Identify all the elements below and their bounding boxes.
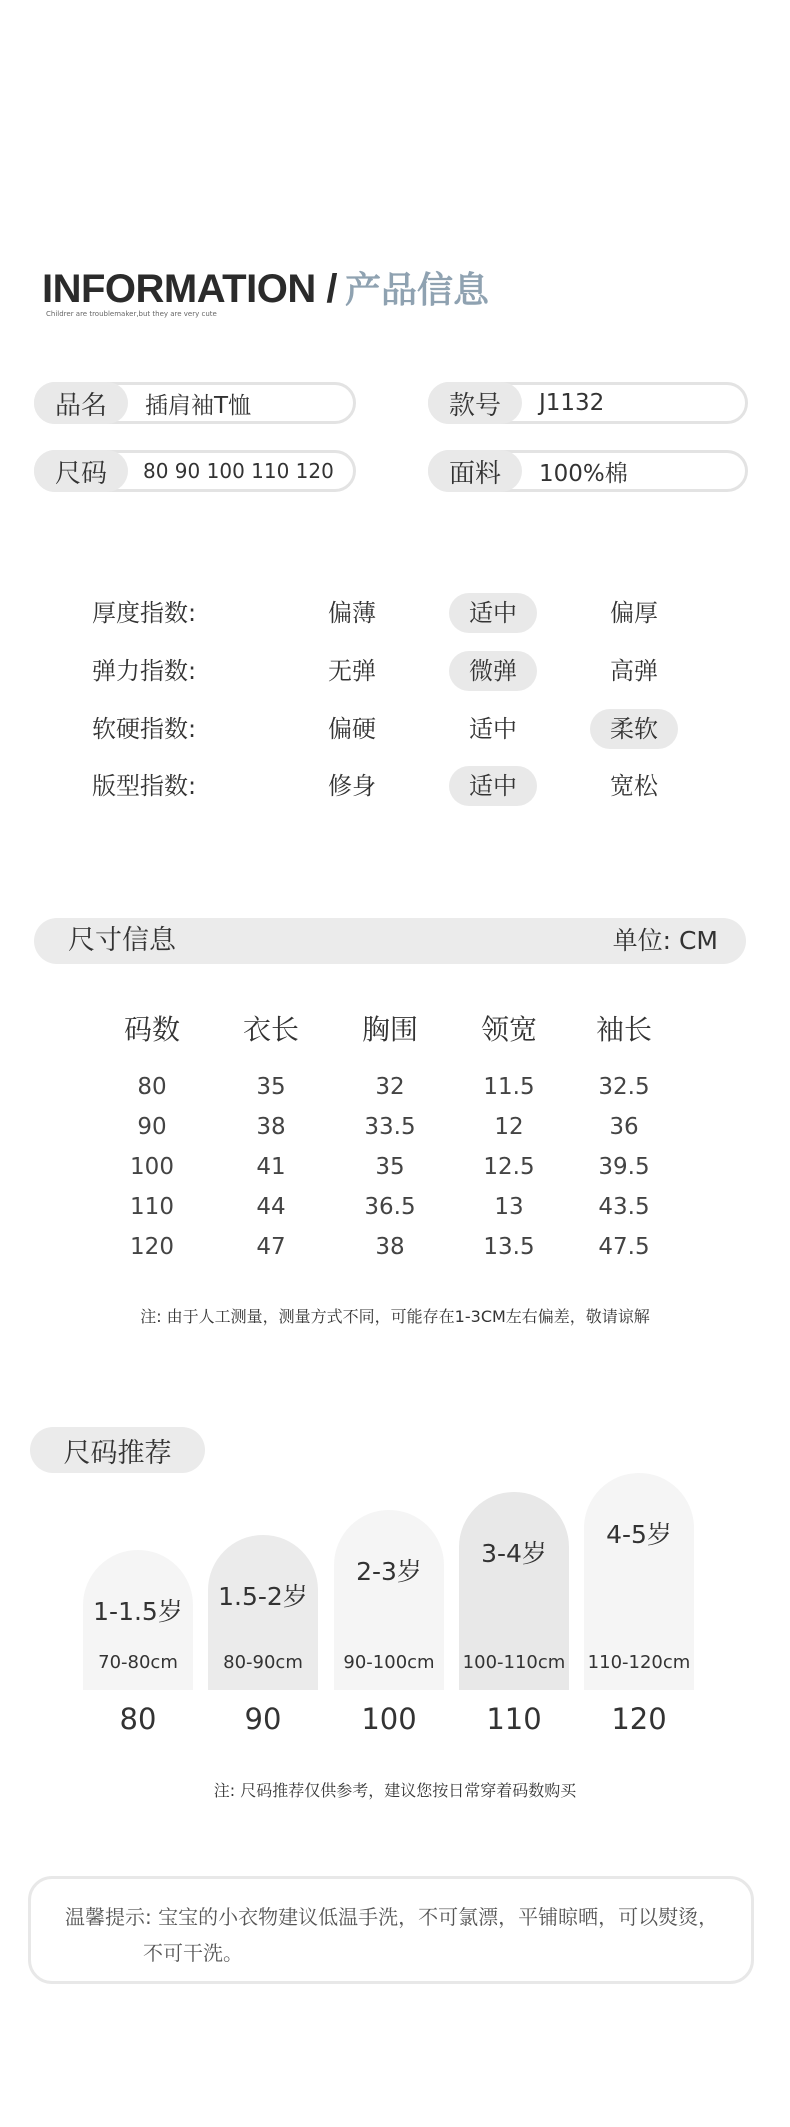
table-header-cell: 胸围: [361, 1013, 418, 1046]
table-cell: 43.5: [598, 1194, 650, 1220]
info-style: [428, 382, 748, 424]
size-info-unit: 单位: CM: [612, 926, 718, 955]
index-label: 软硬指数:: [92, 715, 197, 743]
index-row: [0, 766, 790, 806]
recommend-size: 120: [611, 1702, 667, 1736]
index-option-selected: 柔软: [590, 709, 678, 749]
index-option: 偏硬: [328, 715, 376, 743]
table-header-cell: 袖长: [595, 1013, 652, 1046]
size-arch: [584, 1473, 694, 1690]
table-cell: 33.5: [364, 1114, 416, 1140]
index-label: 厚度指数:: [92, 599, 197, 627]
page-title: [42, 262, 489, 313]
table-cell: 39.5: [598, 1154, 650, 1180]
arch-age: 1-1.5岁: [93, 1597, 183, 1626]
table-cell: 12.5: [483, 1154, 535, 1180]
info-style-value: J1132: [539, 390, 605, 416]
title-en: INFORMATION /: [42, 267, 337, 311]
info-style-label: 款号: [428, 382, 522, 424]
index-row: [0, 593, 790, 633]
recommend-title: 尺码推荐: [30, 1427, 205, 1473]
recommend-note: 注: 尺码推荐仅供参考，建议您按日常穿着码数购买: [213, 1781, 577, 1800]
size-arch: [334, 1510, 444, 1690]
arch-age: 2-3岁: [356, 1557, 422, 1586]
recommend-size: 110: [486, 1702, 542, 1736]
index-option-selected: 适中: [449, 593, 537, 633]
arch-range: 90-100cm: [343, 1652, 435, 1673]
info-size: [34, 450, 356, 492]
size-info-title: 尺寸信息: [68, 925, 176, 956]
index-option: 高弹: [610, 657, 658, 685]
index-option: 偏厚: [610, 599, 658, 627]
table-cell: 13: [494, 1194, 524, 1220]
care-tip-line1: 温馨提示: 宝宝的小衣物建议低温手洗，不可氯漂，平铺晾晒，可以熨烫，: [65, 1905, 719, 1929]
table-cell: 41: [256, 1154, 286, 1180]
index-option: 适中: [469, 715, 517, 743]
index-option: 无弹: [328, 657, 376, 685]
subtitle: Childrer are troublemaker,but they are very cute: [46, 310, 217, 318]
table-cell: 38: [375, 1234, 405, 1260]
info-fabric-value: 100%棉: [539, 460, 628, 487]
table-cell: 36: [609, 1114, 639, 1140]
care-tip-line2: 不可干洗。: [143, 1941, 243, 1965]
size-arch: [208, 1535, 318, 1690]
table-cell: 90: [137, 1114, 167, 1140]
info-fabric: [428, 450, 748, 492]
index-label: 版型指数:: [92, 772, 197, 800]
arch-age: 4-5岁: [606, 1520, 672, 1549]
table-cell: 13.5: [483, 1234, 535, 1260]
arch-range: 80-90cm: [223, 1652, 303, 1673]
size-info-bar: [34, 918, 746, 964]
table-cell: 12: [494, 1114, 524, 1140]
index-option-selected: 微弹: [449, 651, 537, 691]
index-option-selected: 适中: [449, 766, 537, 806]
arch-range: 70-80cm: [98, 1652, 178, 1673]
recommend-size: 90: [244, 1702, 282, 1736]
arch-age: 3-4岁: [481, 1539, 547, 1568]
arch-range: 100-110cm: [462, 1652, 566, 1673]
table-cell: 44: [256, 1194, 286, 1220]
table-header-cell: 衣长: [242, 1013, 299, 1046]
info-fabric-label: 面料: [428, 450, 522, 492]
index-option: 宽松: [610, 772, 658, 800]
index-option: 修身: [328, 772, 376, 800]
size-note: 注: 由于人工测量，测量方式不同，可能存在1-3CM左右偏差，敬请谅解: [140, 1307, 650, 1326]
table-cell: 120: [130, 1234, 174, 1260]
table-cell: 38: [256, 1114, 286, 1140]
index-label: 弹力指数:: [92, 657, 197, 685]
index-option: 偏薄: [328, 599, 376, 627]
size-arch: [459, 1492, 569, 1690]
info-name-value: 插肩袖T恤: [145, 392, 252, 419]
info-name-label: 品名: [34, 382, 128, 424]
index-row: [0, 651, 790, 691]
table-header-cell: 领宽: [480, 1013, 537, 1046]
info-name: [34, 382, 356, 424]
table-cell: 32.5: [598, 1074, 650, 1100]
title-cn: 产品信息: [344, 270, 489, 311]
info-size-value: 80 90 100 110 120: [143, 459, 334, 483]
index-row: [0, 709, 790, 749]
table-cell: 36.5: [364, 1194, 416, 1220]
table-cell: 35: [375, 1154, 405, 1180]
size-arch: [83, 1550, 193, 1690]
table-cell: 11.5: [483, 1074, 535, 1100]
table-cell: 100: [130, 1154, 174, 1180]
arch-range: 110-120cm: [587, 1652, 691, 1673]
table-cell: 47: [256, 1234, 286, 1260]
recommend-size: 80: [119, 1702, 157, 1736]
care-tip: [28, 1876, 754, 1984]
info-size-label: 尺码: [34, 450, 128, 492]
recommend-size: 100: [361, 1702, 417, 1736]
arch-age: 1.5-2岁: [218, 1582, 308, 1611]
table-cell: 32: [375, 1074, 405, 1100]
table-cell: 80: [137, 1074, 167, 1100]
table-header-cell: 码数: [123, 1013, 180, 1046]
table-cell: 110: [130, 1194, 174, 1220]
table-cell: 47.5: [598, 1234, 650, 1260]
table-cell: 35: [256, 1074, 286, 1100]
